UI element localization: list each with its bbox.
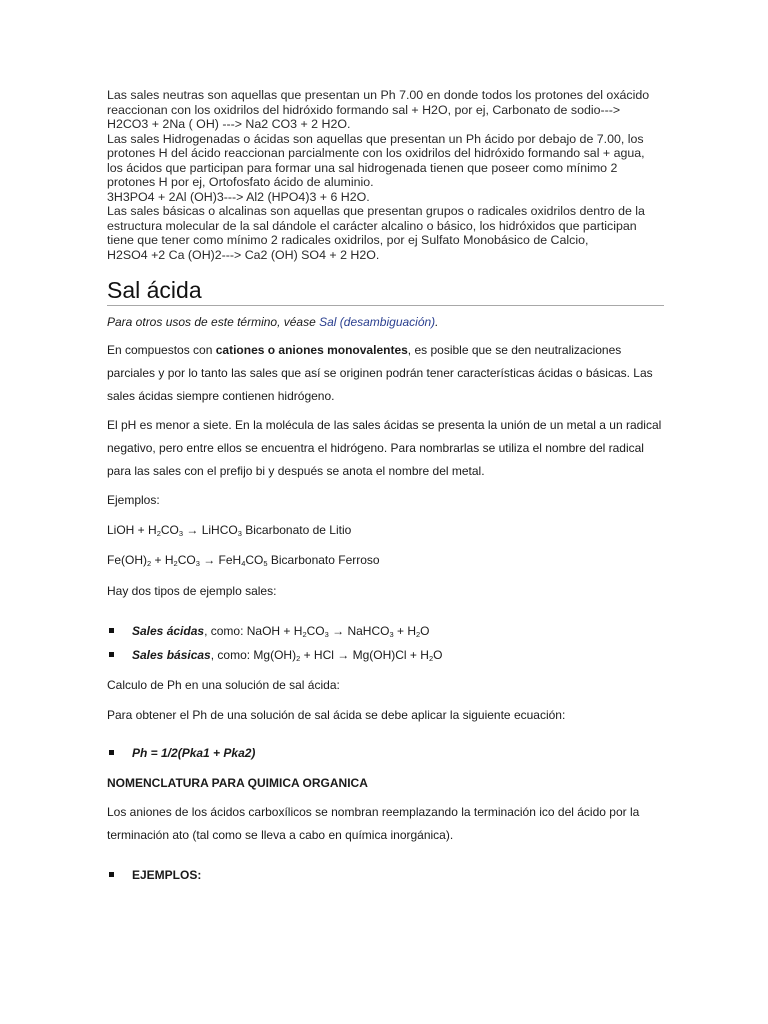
eq-text: → FeH <box>199 553 242 567</box>
disambiguation-link[interactable]: Sal (desambiguación) <box>319 315 436 329</box>
eq-subscript: 3 <box>237 529 242 538</box>
examples-label: Ejemplos: <box>107 493 160 507</box>
equation-ferrous <box>107 552 667 568</box>
eq-text: CO <box>306 624 325 638</box>
intro-line: reaccionan con los oxidrilos del hidróxido formando sal + H2O, por ej, Carbonato de sodio---> <box>107 102 621 117</box>
bold-term: cationes o aniones monovalentes <box>215 343 408 357</box>
bullet-icon <box>109 872 114 877</box>
intro-line: H2SO4 +2 Ca (OH)2---> Ca2 (OH) SO4 + 2 H2O. <box>107 247 380 262</box>
types-label: Hay dos tipos de ejemplo sales: <box>107 584 277 598</box>
bullet-icon <box>109 628 114 633</box>
intro-line: H2CO3 + 2Na ( OH) ---> Na2 CO3 + 2 H2O. <box>107 117 351 131</box>
eq-subscript: 2 <box>147 559 152 568</box>
section-heading <box>107 276 664 306</box>
examples-heading: EJEMPLOS: <box>132 868 202 882</box>
paragraph-line: El pH es menor a siete. En la molécula de las sales ácidas se presenta la unión de un metal a un radical <box>107 418 662 432</box>
bullet-icon <box>109 652 114 657</box>
list-item <box>109 868 201 882</box>
eq-text: , como: NaOH + H <box>204 624 303 638</box>
eq-text: LiOH + H <box>107 523 157 537</box>
bold-term: Sales básicas <box>132 648 211 662</box>
eq-text: CO <box>160 523 179 537</box>
eq-text: O <box>420 624 430 638</box>
intro-line: los ácidos que participan para formar una sal hidrogenada tienen que poseer como mínimo 2 <box>107 160 618 175</box>
eq-text: Fe(OH) <box>107 553 147 567</box>
bullet-icon <box>109 750 114 755</box>
bold-term: Sales ácidas <box>132 624 205 638</box>
paragraph-line: negativo, pero entre ellos se encuentra el hidrógeno. Para nombrarlas se utiliza el nombre del radical <box>107 440 644 455</box>
eq-text: O <box>433 648 443 662</box>
formula: Ph = 1/2(Pka1 + Pka2) <box>132 746 256 760</box>
hatnote-prefix: Para otros usos de este término, véase <box>107 315 320 329</box>
calc-label: Calculo de Ph en una solución de sal ácida: <box>107 678 340 692</box>
eq-text: CO <box>245 553 264 567</box>
text-run: , es posible que se den neutralizaciones <box>407 343 622 357</box>
eq-subscript: 3 <box>195 559 200 568</box>
paragraph-carboxylic <box>107 801 667 847</box>
list-item <box>109 746 255 760</box>
hatnote-suffix: . <box>435 315 439 329</box>
eq-subscript: 4 <box>241 559 246 568</box>
paragraph-line <box>107 339 667 362</box>
paragraph-ph <box>107 414 667 482</box>
paragraph-line: Los aniones de los ácidos carboxílicos se nombran reemplazando la terminación ico del ácido por la <box>107 805 640 819</box>
paragraph-line: para las sales con el prefijo bi y después se anota el nombre del metal. <box>107 463 485 478</box>
intro-line: protones H por ej, Ortofosfato ácido de aluminio. <box>107 175 374 189</box>
eq-subscript: 2 <box>296 654 301 663</box>
intro-paragraph <box>107 88 667 262</box>
eq-text: + H <box>393 624 416 638</box>
intro-line: estructura molecular de la sal dándole el carácter alcalino o básico, los hidróxidos que participan <box>107 218 637 233</box>
intro-line: Las sales básicas o alcalinas son aquellas que presentan grupos o radicales oxidrilos dentro de la <box>107 204 645 218</box>
section-title: Sal ácida <box>107 277 202 303</box>
eq-text: , como: Mg(OH) <box>210 648 297 662</box>
paragraph-line: parciales y por lo tanto las sales que así se originen podrán tener características ácidas o básicas. Las <box>107 365 653 380</box>
paragraph-intro-ions <box>107 339 667 407</box>
eq-subscript: 2 <box>415 630 421 639</box>
intro-line: tiene que tener como mínimo 2 radicales oxidrilos, por ej Sulfato Monobásico de Calcio, <box>107 233 589 247</box>
eq-subscript: 5 <box>263 559 268 568</box>
paragraph-line: sales ácidas siempre contienen hidrógeno. <box>107 388 335 403</box>
eq-text: + HCl → Mg(OH)Cl + H <box>300 648 429 662</box>
eq-text: → NaHCO <box>328 624 390 638</box>
intro-line: Las sales Hidrogenadas o ácidas son aquellas que presentan un Ph ácido por debajo de 7.00, los <box>107 131 644 146</box>
list-item <box>109 624 430 638</box>
eq-subscript: 2 <box>156 529 161 538</box>
intro-line: Las sales neutras son aquellas que presentan un Ph 7.00 en donde todos los protones del oxácido <box>107 88 650 102</box>
nomenclature-heading: NOMENCLATURA PARA QUIMICA ORGANICA <box>107 776 368 790</box>
calc-text: Para obtener el Ph de una solución de sal ácida se debe aplicar la siguiente ecuación: <box>107 708 566 722</box>
intro-line: 3H3PO4 + 2Al (OH)3---> Al2 (HPO4)3 + 6 H2O. <box>107 189 370 204</box>
eq-subscript: 2 <box>173 559 178 568</box>
intro-line: protones H del ácido reaccionan parcialmente con los oxidrilos del hidróxido formando sal + agua, <box>107 146 645 160</box>
hatnote <box>107 314 667 330</box>
eq-text: Bicarbonato de Litio <box>241 523 352 537</box>
eq-text: Bicarbonato Ferroso <box>267 553 380 567</box>
eq-text: CO <box>177 553 196 567</box>
eq-subscript: 3 <box>324 630 329 639</box>
paragraph-line: terminación ato (tal como se lleva a cabo en química inorgánica). <box>107 827 454 842</box>
eq-subscript: 3 <box>389 630 394 639</box>
eq-subscript: 2 <box>428 654 434 663</box>
list-item <box>109 648 442 662</box>
eq-subscript: 2 <box>302 630 307 639</box>
equation-lithium <box>107 522 667 538</box>
eq-text: → LiHCO <box>183 523 238 537</box>
eq-subscript: 3 <box>178 529 184 538</box>
text-run: En compuestos con <box>107 343 216 357</box>
eq-text: + H <box>151 553 174 567</box>
